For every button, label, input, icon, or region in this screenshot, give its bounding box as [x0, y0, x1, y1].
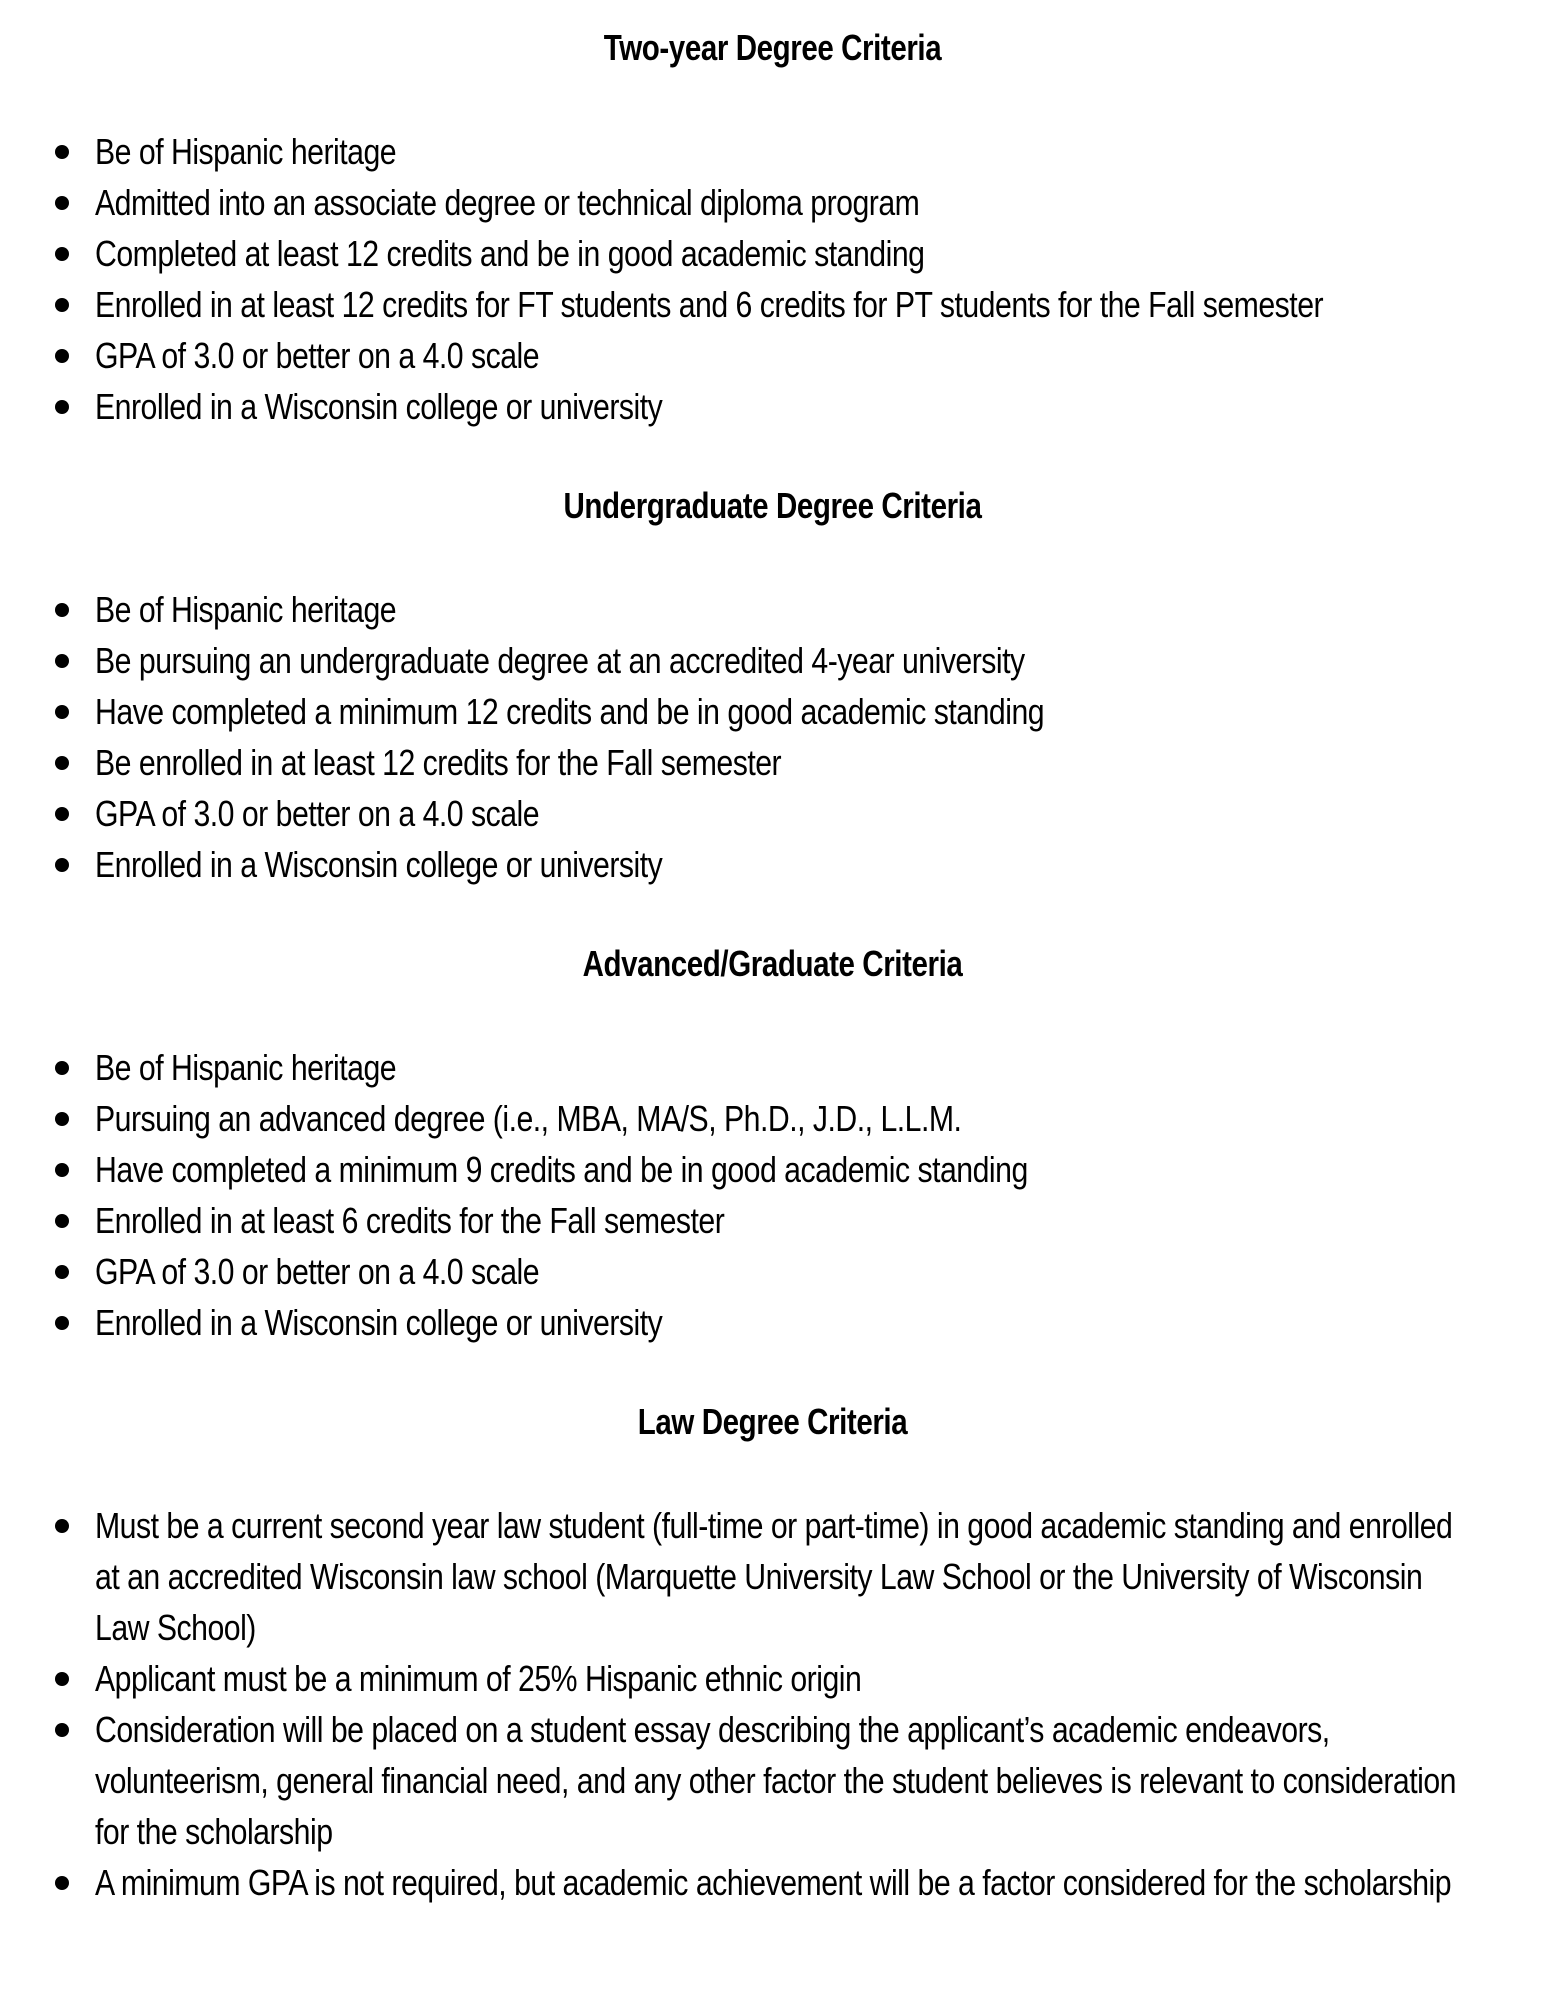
- list-item: Enrolled in a Wisconsin college or university: [0, 839, 1545, 890]
- list-item: Be of Hispanic heritage: [0, 584, 1545, 635]
- bullet-icon: [55, 145, 69, 159]
- list-item: Completed at least 12 credits and be in good academic standing: [0, 228, 1545, 279]
- bullet-icon: [55, 1265, 69, 1279]
- bullet-icon: [55, 756, 69, 770]
- section-title-advanced-graduate: Advanced/Graduate Criteria: [582, 943, 963, 984]
- list-item: Must be a current second year law student (full-time or part-time) in good academic standing and enrolled at an accredited Wisconsin law school (Marquette University Law School or the University of Wisconsin Law School): [0, 1500, 1545, 1653]
- bullet-icon: [55, 1672, 69, 1686]
- list-item: Have completed a minimum 12 credits and be in good academic standing: [0, 686, 1545, 737]
- bullet-icon: [55, 1112, 69, 1126]
- list-item: Admitted into an associate degree or technical diploma program: [0, 177, 1545, 228]
- bullet-icon: [55, 1214, 69, 1228]
- criteria-list-advanced-graduate: [0, 1042, 1545, 1348]
- criteria-list-undergraduate: [0, 584, 1545, 890]
- list-item: Enrolled in a Wisconsin college or university: [0, 1297, 1545, 1348]
- bullet-icon: [55, 1163, 69, 1177]
- list-item: Consideration will be placed on a student essay describing the applicant’s academic endeavors, volunteerism, general financial need, and any other factor the student believes is relevant to consideration for the scholarship: [0, 1704, 1545, 1857]
- bullet-icon: [55, 349, 69, 363]
- list-item: Have completed a minimum 9 credits and be in good academic standing: [0, 1144, 1545, 1195]
- list-item: A minimum GPA is not required, but academic achievement will be a factor considered for the scholarship: [0, 1857, 1545, 1908]
- list-item: Enrolled in at least 12 credits for FT students and 6 credits for PT students for the Fall semester: [0, 279, 1545, 330]
- criteria-list-two-year: [0, 126, 1545, 432]
- list-item: Be pursuing an undergraduate degree at an accredited 4-year university: [0, 635, 1545, 686]
- bullet-icon: [55, 705, 69, 719]
- bullet-icon: [55, 196, 69, 210]
- list-item: Be enrolled in at least 12 credits for the Fall semester: [0, 737, 1545, 788]
- bullet-icon: [55, 400, 69, 414]
- list-item: Be of Hispanic heritage: [0, 1042, 1545, 1093]
- bullet-icon: [55, 603, 69, 617]
- bullet-icon: [55, 247, 69, 261]
- list-item: GPA of 3.0 or better on a 4.0 scale: [0, 1246, 1545, 1297]
- bullet-icon: [55, 1316, 69, 1330]
- list-item: GPA of 3.0 or better on a 4.0 scale: [0, 330, 1545, 381]
- list-item: Enrolled in a Wisconsin college or university: [0, 381, 1545, 432]
- list-item: Enrolled in at least 6 credits for the Fall semester: [0, 1195, 1545, 1246]
- bullet-icon: [55, 1723, 69, 1737]
- bullet-icon: [55, 654, 69, 668]
- bullet-icon: [55, 1519, 69, 1533]
- bullet-icon: [55, 807, 69, 821]
- bullet-icon: [55, 1876, 69, 1890]
- bullet-icon: [55, 1061, 69, 1075]
- bullet-icon: [55, 858, 69, 872]
- list-item: Be of Hispanic heritage: [0, 126, 1545, 177]
- criteria-list-law-degree: [0, 1500, 1545, 1908]
- section-title-two-year: Two-year Degree Criteria: [603, 27, 942, 68]
- bullet-icon: [55, 298, 69, 312]
- list-item: Applicant must be a minimum of 25% Hispanic ethnic origin: [0, 1653, 1545, 1704]
- list-item: Pursuing an advanced degree (i.e., MBA, MA/S, Ph.D., J.D., L.L.M.: [0, 1093, 1545, 1144]
- list-item: GPA of 3.0 or better on a 4.0 scale: [0, 788, 1545, 839]
- section-title-undergraduate: Undergraduate Degree Criteria: [563, 485, 982, 526]
- section-title-law-degree: Law Degree Criteria: [637, 1401, 908, 1442]
